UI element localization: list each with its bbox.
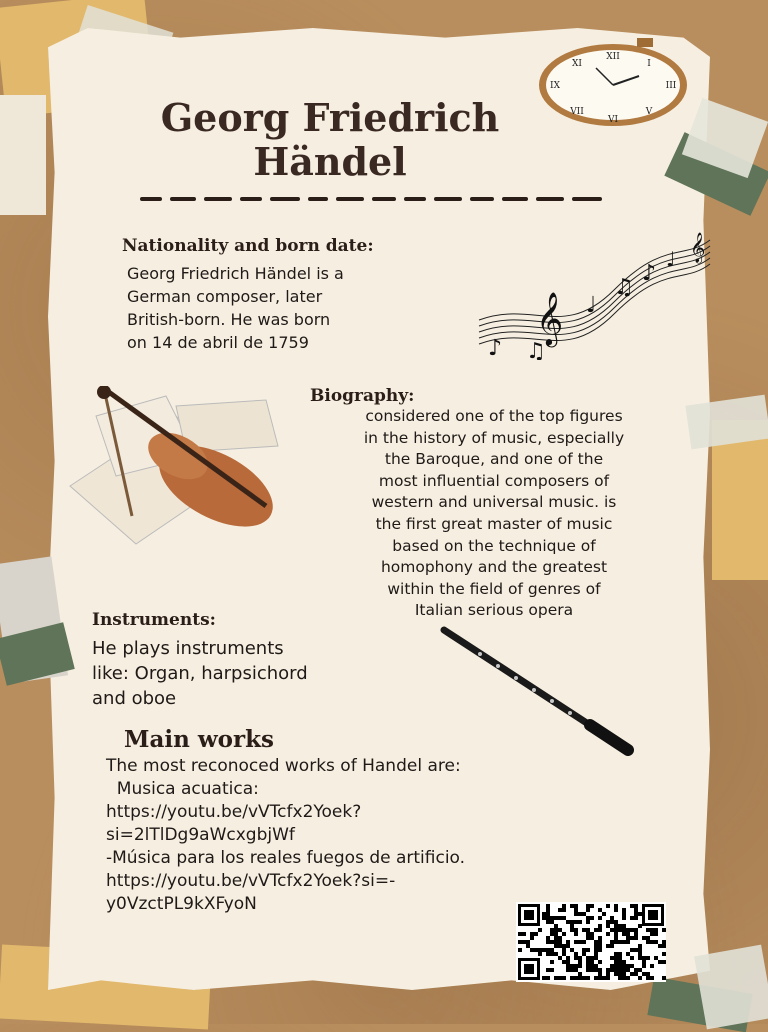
tape-bottom-right-light <box>694 945 768 1030</box>
svg-text:IX: IX <box>550 81 560 91</box>
svg-text:𝄞: 𝄞 <box>536 291 564 345</box>
nationality-heading: Nationality and born date: <box>122 236 374 256</box>
instruments-heading: Instruments: <box>92 610 216 630</box>
music-notes-icon <box>474 230 714 360</box>
svg-text:♩: ♩ <box>586 293 597 318</box>
svg-text:I: I <box>647 59 651 69</box>
link-fuegos-artificio[interactable]: https://youtu.be/vVTcfx2Yoek?si=- <box>106 871 396 891</box>
main-works-heading: Main works <box>124 726 274 753</box>
svg-text:♫: ♫ <box>614 275 634 300</box>
svg-text:XII: XII <box>606 52 620 62</box>
oboe-icon <box>440 626 636 756</box>
instruments-text: He plays instruments like: Organ, harpsichord and oboe <box>92 638 308 709</box>
qr-code-icon[interactable] <box>516 902 666 982</box>
page-title: Georg Friedrich Händel <box>160 95 500 184</box>
scrap-left-middle <box>0 95 46 215</box>
svg-text:VI: VI <box>607 115 619 125</box>
svg-text:𝄞: 𝄞 <box>690 233 706 263</box>
title-divider <box>140 194 610 204</box>
svg-text:♫: ♫ <box>526 339 546 360</box>
svg-text:III: III <box>665 81 677 91</box>
svg-text:VII: VII <box>570 107 584 117</box>
main-works-text: The most reconoced works of Handel are: Musica acuatica: https://youtu.be/vVTcfx2Yoek? si=2lTlDg9aWcxgbjWf -Música para los reales fuegos de artificio. https://youtu.be/vVTcfx2Yoek?si=- y0VzctPL9kXFyoN <box>106 756 466 914</box>
svg-text:V: V <box>645 107 653 117</box>
link-musica-acuatica-cont[interactable]: si=2lTlDg9aWcxgbjWf <box>106 825 295 845</box>
link-musica-acuatica[interactable]: https://youtu.be/vVTcfx2Yoek? <box>106 802 362 822</box>
violin-icon <box>66 386 282 546</box>
link-fuegos-artificio-cont[interactable]: y0VzctPL9kXFyoN <box>106 894 257 914</box>
biography-heading: Biography: <box>310 386 415 406</box>
svg-text:XI: XI <box>572 59 582 69</box>
svg-text:♪: ♪ <box>488 336 503 360</box>
biography-text: considered one of the top figures in the history of music, especially the Baroque, and one of the most influential composers of western and universal music. is the first great master of music based on the technique of homophony and the greatest within the field of genres of Italian serious opera <box>363 407 625 620</box>
svg-text:♪: ♪ <box>642 261 657 286</box>
svg-text:♩: ♩ <box>666 247 676 271</box>
nationality-text: Georg Friedrich Händel is a German composer, later British-born. He was born on 14 de abril de 1759 <box>127 264 344 352</box>
